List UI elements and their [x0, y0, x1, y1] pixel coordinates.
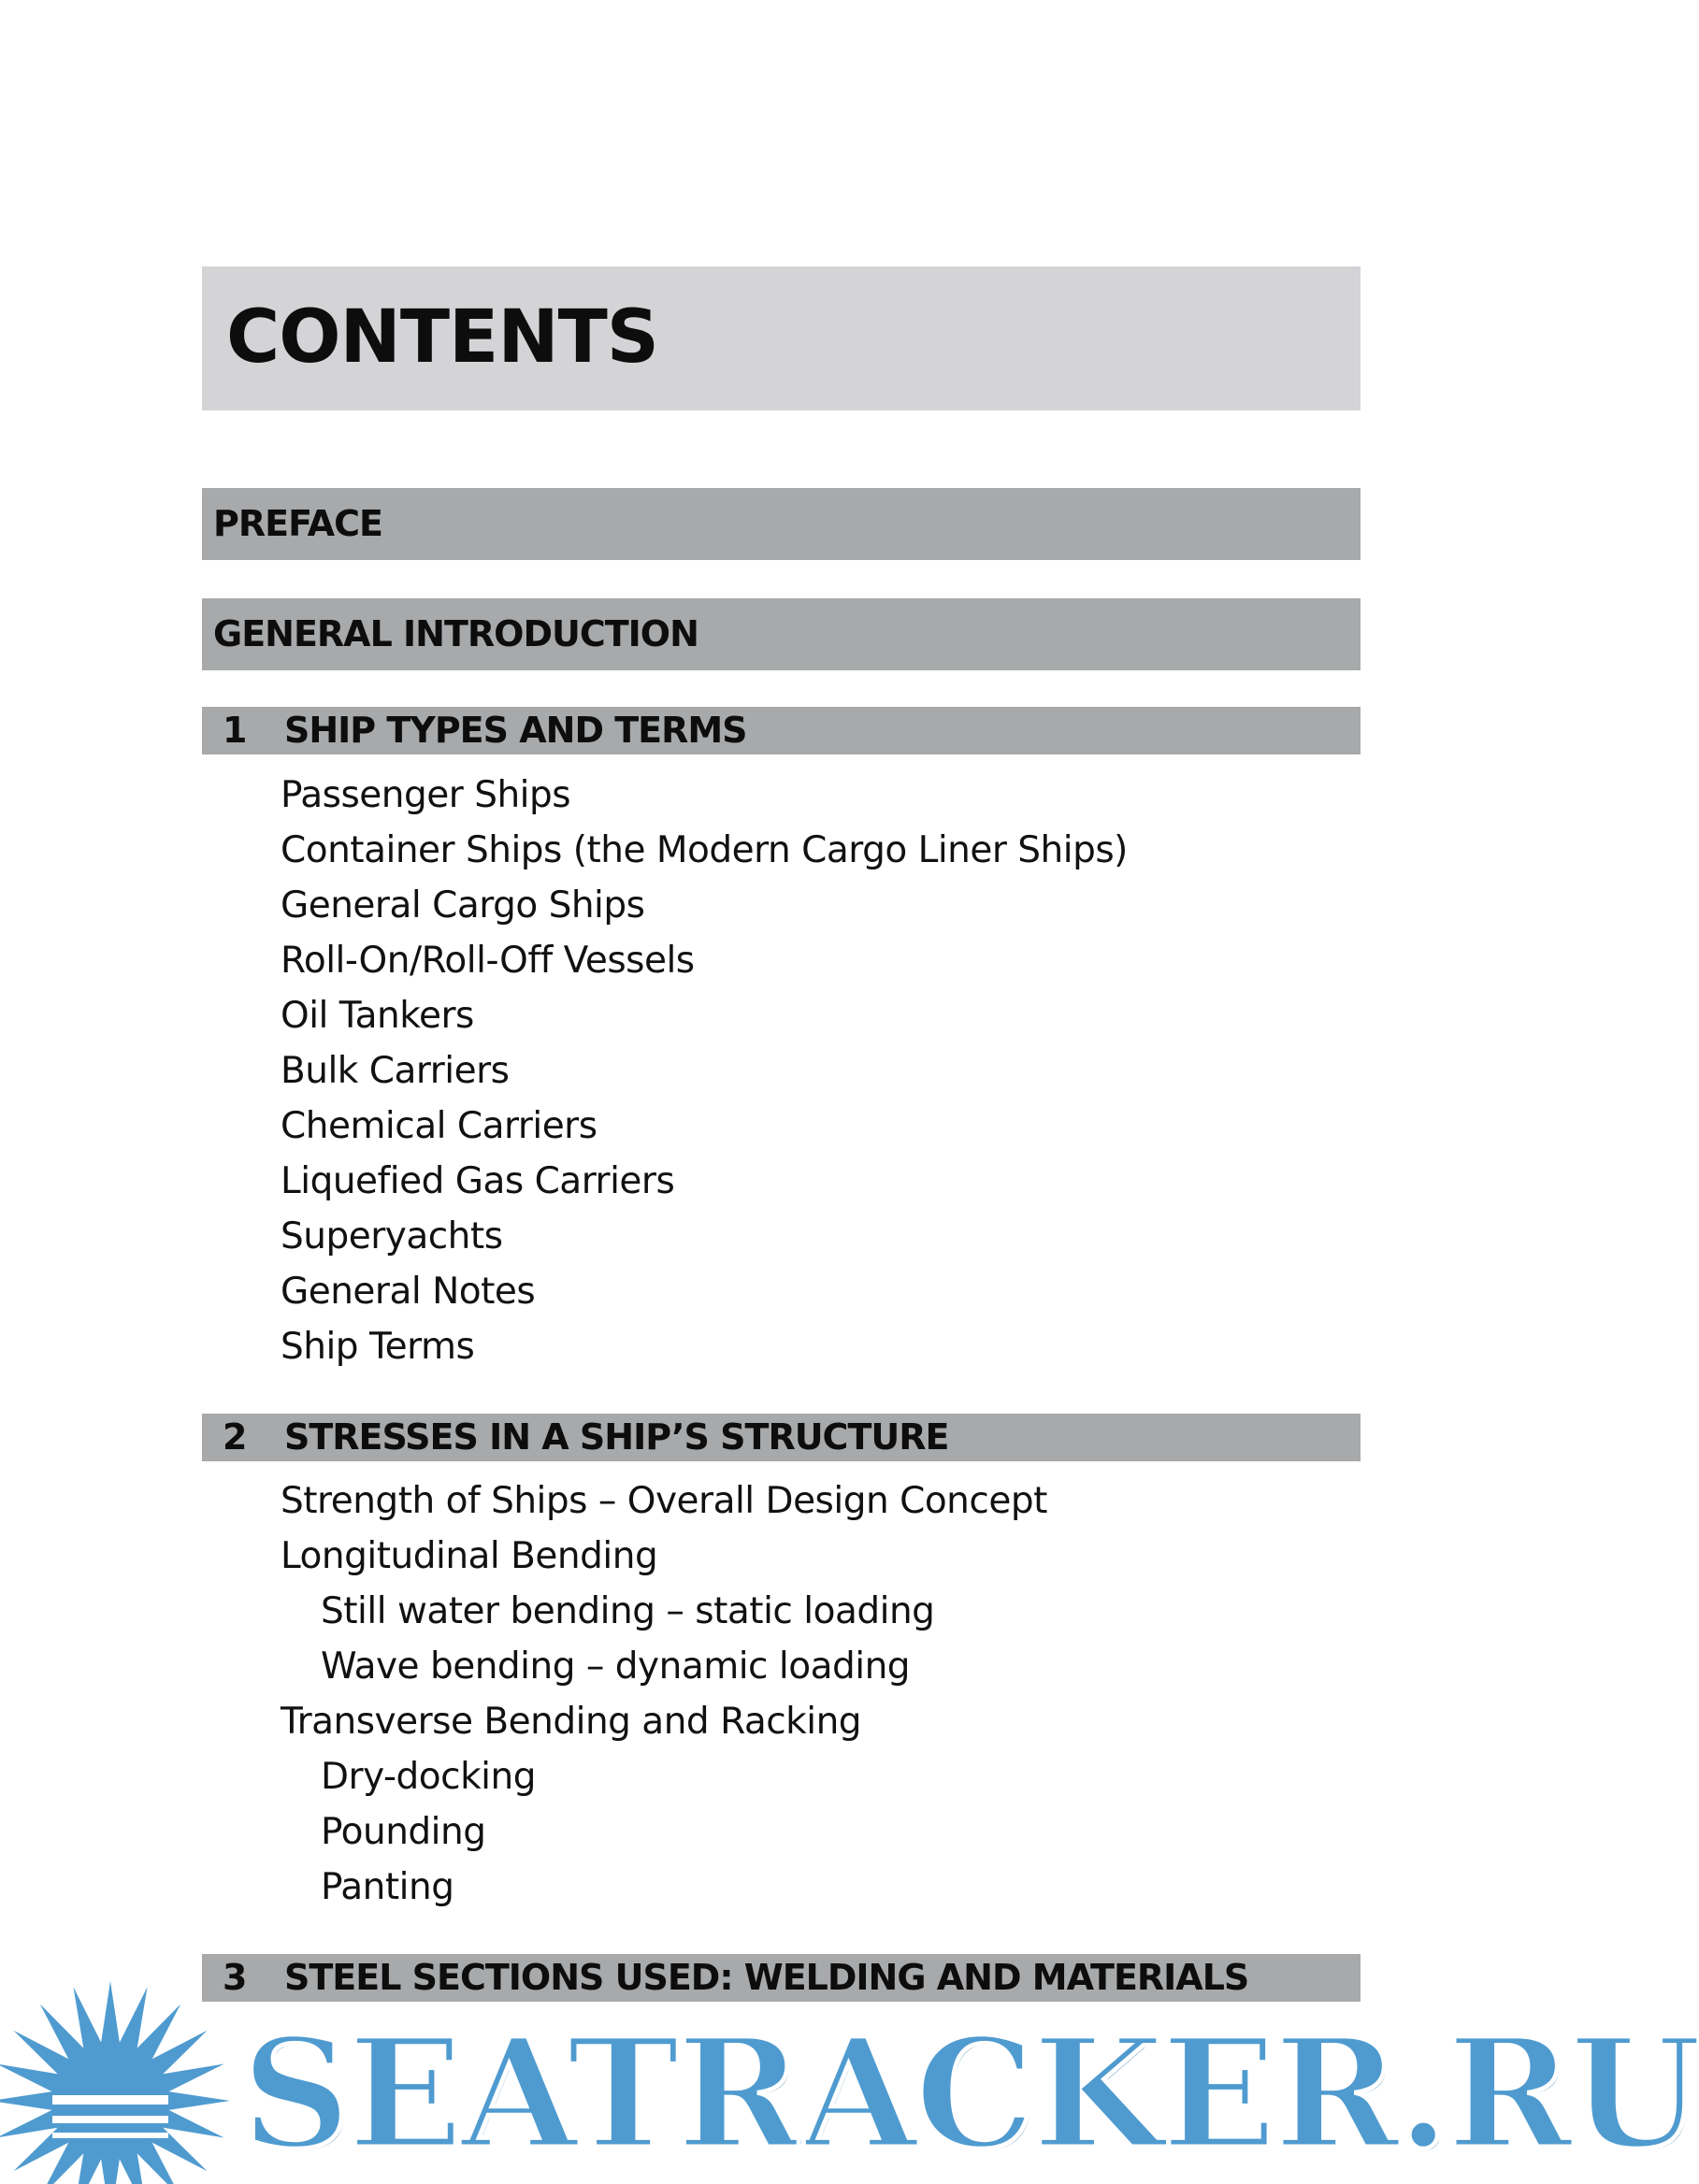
page-title: CONTENTS — [226, 295, 658, 380]
chapter-number: 2 — [223, 1416, 247, 1458]
chapter-number: 3 — [223, 1957, 247, 1998]
toc-subentry[interactable]: Pounding — [321, 1811, 486, 1853]
section-label: GENERAL INTRODUCTION — [213, 613, 698, 654]
section-label: PREFACE — [213, 503, 382, 544]
toc-entry[interactable]: Liquefied Gas Carriers — [281, 1160, 675, 1202]
section-preface[interactable] — [202, 488, 1361, 560]
toc-entry[interactable]: Bulk Carriers — [281, 1050, 510, 1092]
watermark-text: SEATRACKER.RU — [241, 2005, 1699, 2183]
chapter-title: SHIP TYPES AND TERMS — [284, 710, 747, 751]
toc-entry[interactable]: General Notes — [281, 1271, 536, 1313]
toc-entry[interactable]: Transverse Bending and Racking — [281, 1701, 862, 1743]
toc-subentry[interactable]: Still water bending – static loading — [321, 1590, 935, 1632]
toc-entry[interactable]: Roll-On/Roll-Off Vessels — [281, 940, 695, 982]
toc-entry[interactable]: Strength of Ships – Overall Design Concept — [281, 1480, 1047, 1522]
section-general-introduction[interactable] — [202, 598, 1361, 670]
toc-subentry[interactable]: Dry-docking — [321, 1756, 536, 1798]
toc-entry[interactable]: Chemical Carriers — [281, 1105, 598, 1147]
chapter-title: STRESSES IN A SHIP’S STRUCTURE — [284, 1416, 949, 1458]
contents-header — [202, 266, 1361, 410]
chapter-title: STEEL SECTIONS USED: WELDING AND MATERIALS — [284, 1957, 1249, 1998]
chapter-number: 1 — [223, 710, 247, 751]
toc-subentry[interactable]: Wave bending – dynamic loading — [321, 1645, 911, 1688]
toc-subentry[interactable]: Panting — [321, 1866, 454, 1908]
sun-icon — [0, 1981, 230, 2184]
toc-entry[interactable]: Container Ships (the Modern Cargo Liner Ships) — [281, 829, 1128, 871]
toc-entry[interactable]: Oil Tankers — [281, 995, 474, 1037]
chapter-1-heading[interactable] — [202, 707, 1361, 754]
toc-entry[interactable]: Ship Terms — [281, 1326, 475, 1368]
toc-entry[interactable]: Superyachts — [281, 1215, 503, 1257]
toc-entry[interactable]: Passenger Ships — [281, 774, 571, 816]
toc-entry[interactable]: Longitudinal Bending — [281, 1535, 658, 1577]
chapter-2-heading[interactable] — [202, 1414, 1361, 1461]
toc-entry[interactable]: General Cargo Ships — [281, 884, 645, 927]
